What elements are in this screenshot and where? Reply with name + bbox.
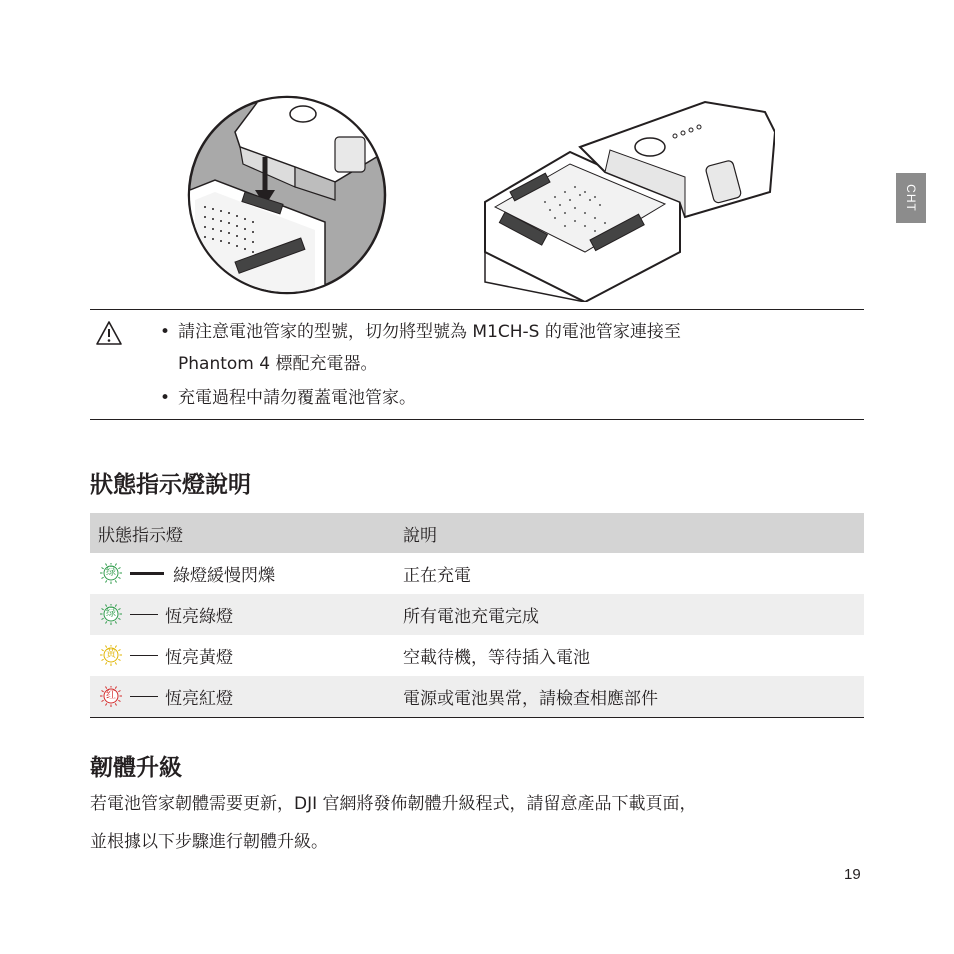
- led-light-icon: [98, 686, 124, 708]
- warning-icon: [95, 320, 123, 346]
- solid-pattern-mark: [130, 696, 158, 698]
- page-number: 19: [844, 866, 861, 883]
- blink-pattern-mark: [130, 572, 164, 575]
- status-row: [90, 635, 864, 676]
- status-indicator-cell: [90, 553, 403, 594]
- status-description-cell: 所有電池充電完成: [403, 594, 864, 635]
- status-row: [90, 594, 864, 635]
- status-table: [90, 513, 864, 718]
- status-section-heading: 狀態指示燈說明: [90, 472, 251, 498]
- status-indicator-label: 恆亮紅燈: [165, 689, 233, 709]
- firmware-section-heading: 韌體升級: [90, 755, 182, 781]
- solid-pattern-mark: [130, 614, 158, 616]
- status-indicator-cell: [90, 635, 403, 676]
- status-row: [90, 553, 864, 594]
- firmware-paragraph-line-1: 若電池管家韌體需要更新，DJI 官網將發佈韌體升級程式，請留意產品下載頁面，: [90, 794, 697, 814]
- caution-note-2-text: 充電過程中請勿覆蓋電池管家。: [178, 388, 416, 408]
- status-indicator-label: 恆亮綠燈: [165, 607, 233, 627]
- status-row: [90, 676, 864, 718]
- caution-top-rule: [90, 309, 864, 310]
- led-light-icon: [98, 563, 124, 585]
- status-description-cell: 空載待機，等待插入電池: [403, 648, 590, 668]
- bullet: •: [160, 388, 171, 408]
- docked-battery-hub: [485, 102, 775, 302]
- language-tab: [896, 173, 926, 223]
- status-description-cell: 正在充電: [403, 566, 471, 586]
- header-description: 說明: [403, 513, 864, 553]
- status-indicator-label: 綠燈緩慢閃爍: [173, 566, 275, 586]
- status-table-header: [90, 513, 864, 553]
- status-indicator-cell: [90, 676, 403, 718]
- led-color-glyph: 绿: [106, 566, 116, 578]
- led-color-glyph: 绿: [106, 607, 116, 619]
- charging-hub-illustration: [185, 92, 775, 302]
- status-description-cell: 電源或電池異常，請檢查相應部件: [403, 676, 864, 718]
- caution-note-1: [160, 320, 681, 345]
- status-indicator-cell: [90, 594, 403, 635]
- caution-note-2: [160, 386, 416, 411]
- battery-insertion-inset: [185, 92, 385, 302]
- caution-note-1-text: 請注意電池管家的型號，切勿將型號為 M1CH-S 的電池管家連接至: [178, 322, 681, 342]
- led-color-glyph: 黄: [106, 648, 116, 660]
- caution-note-1-cont: [178, 352, 377, 377]
- led-light-icon: [98, 604, 124, 626]
- language-tab-label: CHT: [903, 184, 918, 212]
- firmware-paragraph-line-2: 並根據以下步驟進行韌體升級。: [90, 832, 328, 852]
- header-indicator: 狀態指示燈: [90, 513, 403, 553]
- solid-pattern-mark: [130, 655, 158, 657]
- caution-bottom-rule: [90, 419, 864, 420]
- led-light-icon: [98, 645, 124, 667]
- led-color-glyph: 红: [106, 689, 116, 701]
- status-indicator-label: 恆亮黃燈: [165, 648, 233, 668]
- caution-note-1-cont-text: Phantom 4 標配充電器。: [178, 354, 378, 374]
- bullet: •: [160, 322, 171, 342]
